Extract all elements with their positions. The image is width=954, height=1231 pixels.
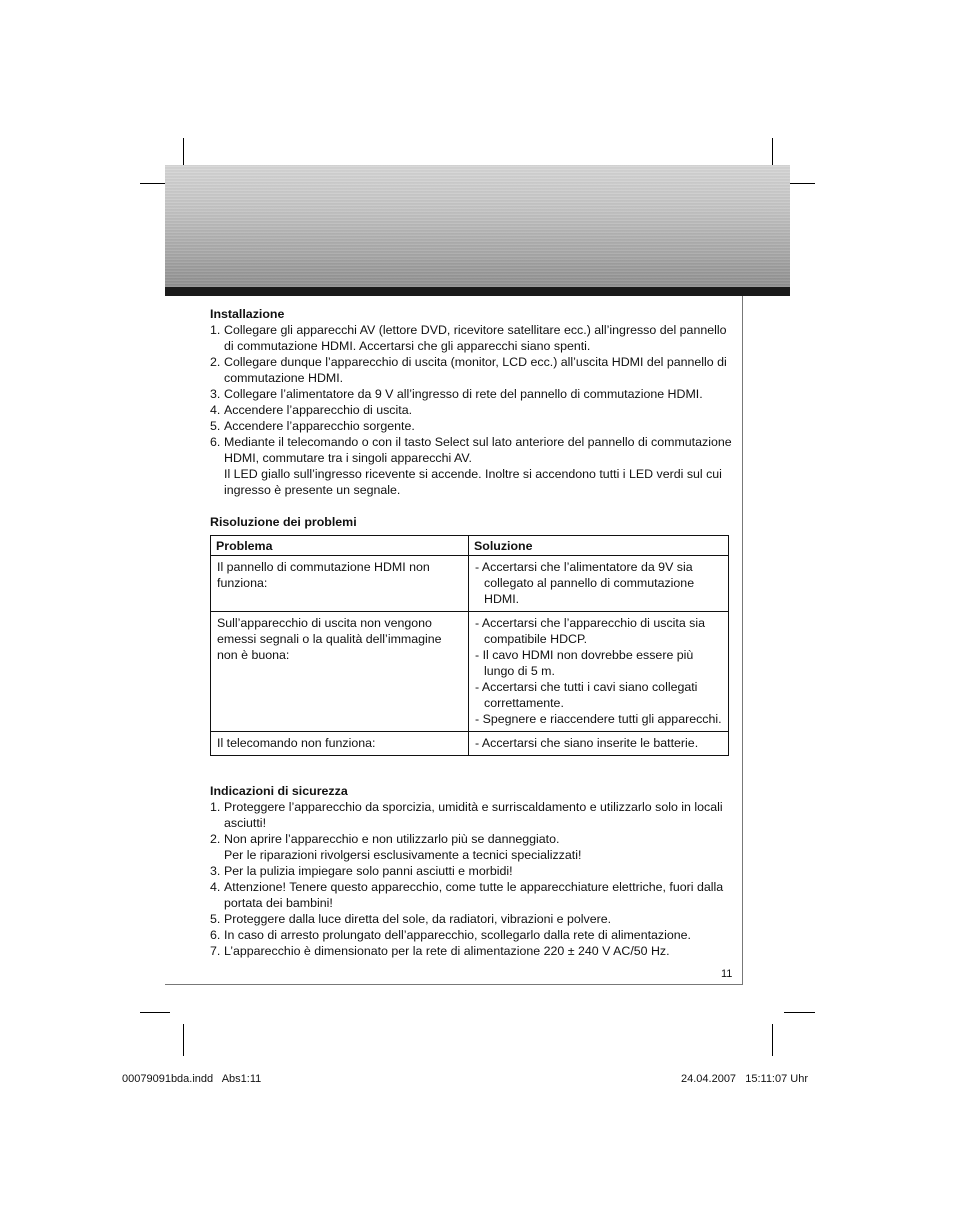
solution-line: - Accertarsi che siano inserite le batterie. [475,736,699,750]
solution-line: - Accertarsi che l’apparecchio di uscita sia compatibile HDCP. [475,616,706,646]
crop-mark-top-right-horizontal [788,183,815,184]
table-row [211,612,729,732]
problem-cell: Il pannello di commutazione HDMI non funziona: [211,556,469,612]
troubleshooting-table [210,535,729,756]
safety-item: 2. Non aprire l’apparecchio e non utilizzarlo più se danneggiato. Per le riparazioni rivolgersi esclusivamente a tecnici specializzati! [210,831,735,863]
problem-cell: Sull’apparecchio di uscita non vengono emessi segnali o la qualità dell’immagine non è buona: [211,612,469,732]
solution-line: - Spegnere e riaccendere tutti gli apparecchi. [475,712,722,726]
brushed-metal-header [165,165,790,287]
solution-cell [469,556,729,612]
safety-item: 6. In caso di arresto prolungato dell’apparecchio, scollegarlo dalla rete di alimentazione. [210,928,691,942]
installation-heading: Installazione [210,307,285,321]
right-margin-rule [742,296,743,984]
crop-mark-bottom-left-vertical [183,1024,184,1056]
installation-step: 1. Collegare gli apparecchi AV (lettore DVD, ricevitore satellitare ecc.) all’ingresso del pannello di commutazione HDMI. Accertarsi che gli apparecchi siano spenti. [210,323,727,353]
installation-step-note: Il LED giallo sull’ingresso ricevente si accende. Inoltre si accendono tutti i LED verdi sul cui ingresso è presente un segnale. [224,467,722,497]
installation-step: 6. Mediante il telecomando o con il tasto Select sul lato anteriore del pannello di commutazione HDMI, commutare tra i singoli apparecchi AV. Il LED giallo sull’ingresso ricevente si accende. Inoltre si accendono tutti i LED verdi sul cui ingresso è presente un segnale. [210,434,735,498]
table-row [211,732,729,756]
header-black-bar [165,287,790,296]
solution-line: - Il cavo HDMI non dovrebbe essere più lungo di 5 m. [475,648,694,678]
installation-steps [210,322,735,498]
solution-cell [469,732,729,756]
safety-item: 7. L’apparecchio è dimensionato per la rete di alimentazione 220 ± 240 V AC/50 Hz. [210,944,670,958]
crop-mark-bottom-left-horizontal [140,1012,170,1013]
problem-cell: Il telecomando non funziona: [211,732,469,756]
solution-line: - Accertarsi che l’alimentatore da 9V sia collegato al pannello di commutazione HDMI. [475,560,695,606]
footer-file-info: 00079091bda.indd Abs1:11 [122,1073,262,1085]
installation-step: 5. Accendere l’apparecchio sorgente. [210,419,415,433]
troubleshooting-heading: Risoluzione dei problemi [210,515,357,529]
page-content [210,306,735,959]
solution-line: - Accertarsi che tutti i cavi siano collegati correttamente. [475,680,698,710]
installation-step: 4. Accendere l’apparecchio di uscita. [210,403,413,417]
safety-heading: Indicazioni di sicurezza [210,784,348,798]
safety-item: 1. Proteggere l’apparecchio da sporcizia, umidità e surriscaldamento e utilizzarlo solo in locali asciutti! [210,800,723,830]
page-number: 11 [721,968,733,980]
solution-cell [469,612,729,732]
crop-mark-bottom-right-vertical [772,1024,773,1056]
safety-item: 5. Proteggere dalla luce diretta del sole, da radiatori, vibrazioni e polvere. [210,912,612,926]
table-header-row [211,536,729,556]
bottom-rule [165,984,743,985]
installation-step: 3. Collegare l’alimentatore da 9 V all’ingresso di rete del pannello di commutazione HDMI. [210,387,703,401]
column-header-solution: Soluzione [469,536,729,556]
footer-timestamp: 24.04.2007 15:11:07 Uhr [681,1073,809,1085]
safety-item-note: Per le riparazioni rivolgersi esclusivamente a tecnici specializzati! [224,848,582,862]
column-header-problem: Problema [211,536,469,556]
installation-step: 2. Collegare dunque l’apparecchio di uscita (monitor, LCD ecc.) all’uscita HDMI del pannello di commutazione HDMI. [210,355,727,385]
table-row [211,556,729,612]
safety-item: 3. Per la pulizia impiegare solo panni asciutti e morbidi! [210,864,513,878]
safety-item: 4. Attenzione! Tenere questo apparecchio, come tutte le apparecchiature elettriche, fuori dalla portata dei bambini! [210,880,724,910]
safety-list [210,799,735,959]
crop-mark-bottom-right-horizontal [784,1012,815,1013]
